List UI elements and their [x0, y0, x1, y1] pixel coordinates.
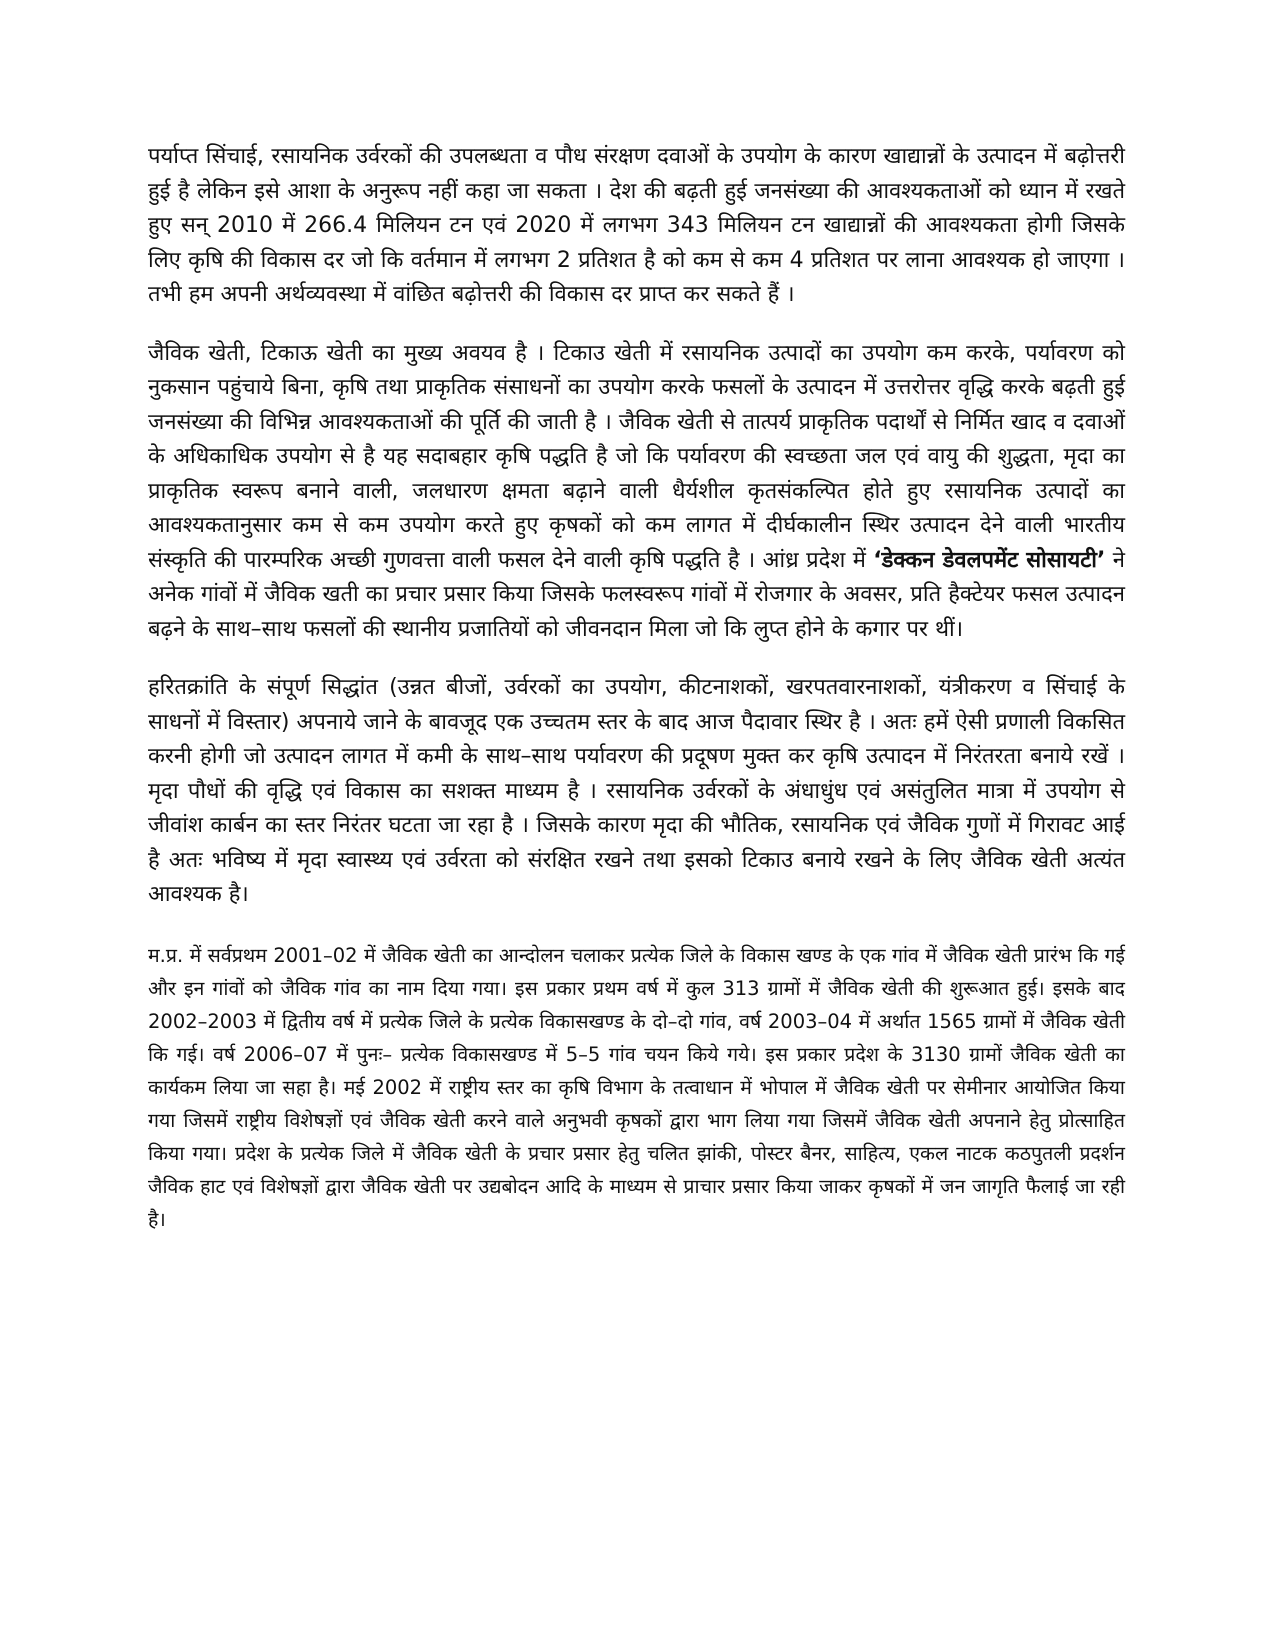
deccan-development-society-name: ‘डेक्कन डेवलपमेंट सोसायटी’	[873, 547, 1106, 573]
paragraph-organic-farming-text-continued: ने अनेक गांवों में जैविक खती का प्रचार प्रसार किया जिसके फलस्वरूप गांवों में रोजगार के अवसर, प्रति हैक्टेयर फसल उत्पादन बढ़ने के साथ–साथ फसलों की स्थानीय प्रजातियों को जीवनदान मिला जो कि लुप्त होने के कगार पर थीं।	[148, 547, 1125, 642]
paragraph-organic-farming	[148, 337, 1125, 648]
paragraph-food-production: पर्याप्त सिंचाई, रसायनिक उर्वरकों की उपलब्धता व पौध संरक्षण दवाओं के उपयोग के कारण खाद्यान्नों के उत्पादन में बढ़ोत्तरी हुई है लेकिन इसे आशा के अनुरूप नहीं कहा जा सकता । देश की बढ़ती हुई जनसंख्या की आवश्यकताओं को ध्यान में रखते हुए सन् 2010 में 266.4 मिलियन टन एवं 2020 में लगभग 343 मिलियन टन खाद्यान्नों की आवश्यकता होगी जिसके लिए कृषि की विकास दर जो कि वर्तमान में लगभग 2 प्रतिशत है को कम से कम 4 प्रतिशत पर लाना आवश्यक हो जाएगा । तभी हम अपनी अर्थव्यवस्था में वांछित बढ़ोत्तरी की विकास दर प्राप्त कर सकते हैं ।	[148, 144, 1125, 307]
document-page	[148, 140, 1125, 1236]
paragraph-madhya-pradesh: म.प्र. में सर्वप्रथम 2001–02 में जैविक खेती का आन्दोलन चलाकर प्रत्येक जिले के विकास खण्ड के एक गांव में जैविक खेती प्रारंभ कि गई और इन गांवों को जैविक गांव का नाम दिया गया। इस प्रकार प्रथम वर्ष में कुल 313 ग्रामों में जैविक खेती की शुरूआत हुई। इसके बाद 2002–2003 में द्वितीय वर्ष में प्रत्येक जिले के प्रत्येक विकासखण्ड के दो–दो गांव, वर्ष 2003–04 में अर्थात 1565 ग्रामों में जैविक खेती कि गई। वर्ष 2006–07 में पुनः– प्रत्येक विकासखण्ड में 5–5 गांव चयन किये गये। इस प्रकार प्रदेश के 3130 ग्रामों जैविक खेती का कार्यकम लिया जा सहा है। मई 2002 में राष्ट्रीय स्तर का कृषि विभाग के तत्वाधान में भोपाल में जैविक खेती पर सेमीनार आयोजित किया गया जिसमें राष्ट्रीय विशेषज्ञों एवं जैविक खेती करने वाले अनुभवी कृषकों द्वारा भाग लिया गया जिसमें जैविक खेती अपनाने हेतु प्रोत्साहित किया गया। प्रदेश के प्रत्येक जिले में जैविक खेती के प्रचार प्रसार हेतु चलित झांकी, पोस्टर बैनर, साहित्य, एकल नाटक कठपुतली प्रदर्शन जैविक हाट एवं विशेषज्ञों द्वारा जैविक खेती पर उद्यबोदन आदि के माध्यम से प्राचार प्रसार किया जाकर कृषकों में जन जागृति फैलाई जा रही है।	[148, 943, 1125, 1231]
paragraph-organic-farming-text: जैविक खेती, टिकाऊ खेती का मुख्य अवयव है । टिकाउ खेती में रसायनिक उत्पादों का उपयोग कम करके, पर्यावरण को नुकसान पहुंचाये बिना, कृषि तथा प्राकृतिक संसाधनों का उपयोग करके फसलों के उत्पादन में उत्तरोत्तर वृद्धि करके बढ़ती हुई जनसंख्या की विभिन्न आवश्यकताओं की पूर्ति की जाती है । जैविक खेती से तात्पर्य प्राकृतिक पदार्थों से निर्मित खाद व दवाओं के अधिकाधिक उपयोग से है यह सदाबहार कृषि पद्धति है जो कि पर्यावरण की स्वच्छता जल एवं वायु की शुद्धता, मृदा का प्राकृतिक स्वरूप बनाने वाली, जलधारण क्षमता बढ़ाने वाली धैर्यशील कृतसंकल्पित होते हुए रसायनिक उत्पादों का आवश्यकतानुसार कम से कम उपयोग करते हुए कृषकों को कम लागत में दीर्घकालीन स्थिर उत्पादन देने वाली भारतीय संस्कृति की पारम्परिक अच्छी गुणवत्ता वाली फसल देने वाली कृषि पद्धति है । आंध्र प्रदेश में	[148, 340, 1125, 573]
paragraph-green-revolution: हरितक्रांति के संपूर्ण सिद्धांत (उन्नत बीजों, उर्वरकों का उपयोग, कीटनाशकों, खरपतवारनाशकों, यंत्रीकरण व सिंचाई के साधनों में विस्तार) अपनाये जाने के बावजूद एक उच्चतम स्तर के बाद आज पैदावार स्थिर है । अतः हमें ऐसी प्रणाली विकसित करनी होगी जो उत्पादन लागत में कमी के साथ–साथ पर्यावरण की प्रदूषण मुक्त कर कृषि उत्पादन में निरंतरता बनाये रखें । मृदा पौधों की वृद्धि एवं विकास का सशक्त माध्यम है । रसायनिक उर्वरकों के अंधाधुंध एवं असंतुलित मात्रा में उपयोग से जीवांश कार्बन का स्तर निरंतर घटता जा रहा है । जिसके कारण मृदा की भौतिक, रसायनिक एवं जैविक गुणों में गिरावट आई है अतः भविष्य में मृदा स्वास्थ्य एवं उर्वरता को संरक्षित रखने तथा इसको टिकाउ बनाये रखने के लिए जैविक खेती अत्यंत आवश्यक है।	[148, 675, 1125, 907]
